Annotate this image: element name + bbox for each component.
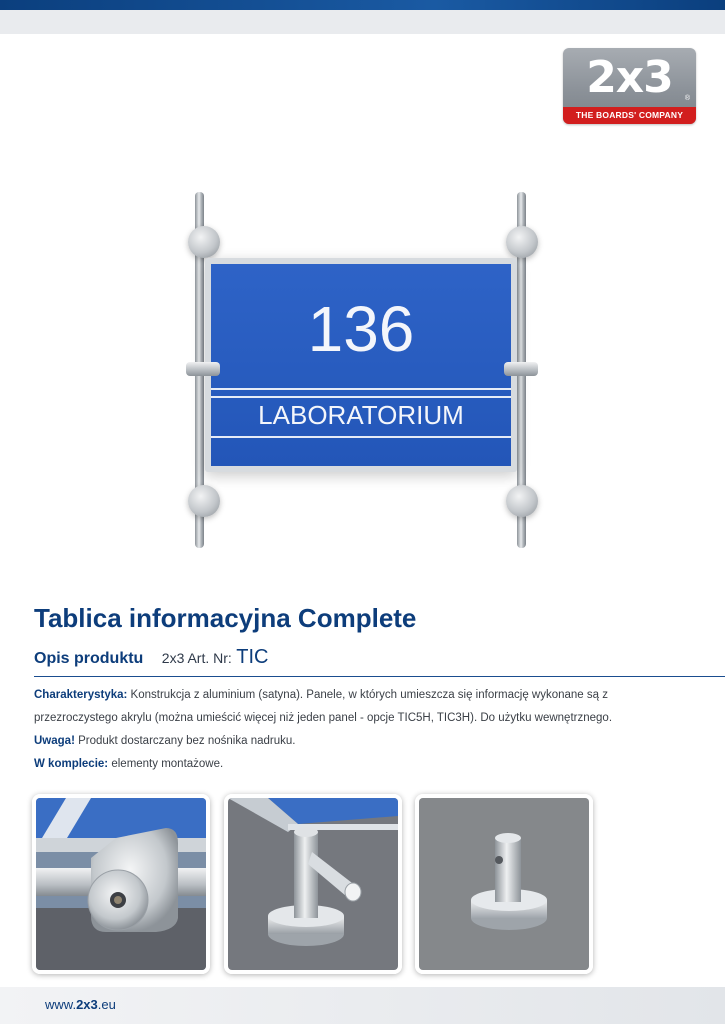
clamp-right bbox=[504, 362, 538, 376]
detail-photo-standoff-rod bbox=[224, 794, 402, 974]
url-brand: 2x3 bbox=[76, 997, 98, 1012]
logo-mark: 2x3 bbox=[586, 52, 673, 103]
logo-tagline: THE BOARDS' COMPANY bbox=[563, 107, 696, 124]
mount-disc-bottom-left bbox=[188, 485, 220, 517]
registered-mark: ® bbox=[684, 95, 690, 102]
sign-label: LABORATORIUM bbox=[258, 400, 464, 430]
characteristics-paragraph bbox=[34, 684, 694, 730]
characteristics-text: Konstrukcja z aluminium (satyna). Panele, w których umieszcza się informację wykonane są z przezroczystego akrylu (można umieścić więcej niż jeden panel - opcje TIC5H, TIC3H). Do użytku wewnętrznego. bbox=[34, 689, 613, 724]
sign-panel bbox=[205, 258, 517, 472]
sign-divider-middle bbox=[211, 396, 511, 398]
article-code: TIC bbox=[236, 646, 269, 668]
mount-disc-bottom-right bbox=[506, 485, 538, 517]
sign-divider-top bbox=[211, 388, 511, 390]
detail-photo-wall-mount bbox=[415, 794, 593, 974]
clamp-left bbox=[186, 362, 220, 376]
connector-photo bbox=[36, 798, 206, 970]
subtitle: Opis produktu bbox=[34, 650, 144, 667]
brand-logo bbox=[563, 48, 696, 124]
note-label: Uwaga! bbox=[34, 735, 75, 747]
characteristics-label: Charakterystyka: bbox=[34, 689, 128, 701]
website-link[interactable] bbox=[45, 994, 116, 1016]
url-prefix: www. bbox=[45, 997, 77, 1012]
article-number-label: 2x3 Art. Nr: bbox=[161, 650, 232, 666]
standoff-rod-photo bbox=[228, 798, 398, 970]
included-text: elementy montażowe. bbox=[111, 758, 224, 770]
included-paragraph bbox=[34, 753, 694, 776]
subtitle-row bbox=[34, 646, 268, 672]
detail-photo-connector bbox=[32, 794, 210, 974]
mount-disc-top-left bbox=[188, 226, 220, 258]
wall-mount-photo bbox=[419, 798, 589, 970]
top-color-bar bbox=[0, 0, 725, 10]
note-paragraph bbox=[34, 730, 694, 753]
sign-face bbox=[211, 264, 511, 466]
footer bbox=[0, 987, 725, 1024]
url-suffix: .eu bbox=[97, 997, 116, 1012]
product-title: Tablica informacyjna Complete bbox=[34, 603, 417, 633]
top-band bbox=[0, 10, 725, 34]
sign-number: 136 bbox=[307, 293, 415, 365]
sign-divider-bottom bbox=[211, 436, 511, 438]
product-hero-image bbox=[160, 180, 570, 560]
note-text: Produkt dostarczany bez nośnika nadruku. bbox=[78, 735, 296, 747]
section-rule bbox=[34, 676, 725, 677]
mount-disc-top-right bbox=[506, 226, 538, 258]
included-label: W komplecie: bbox=[34, 758, 109, 770]
